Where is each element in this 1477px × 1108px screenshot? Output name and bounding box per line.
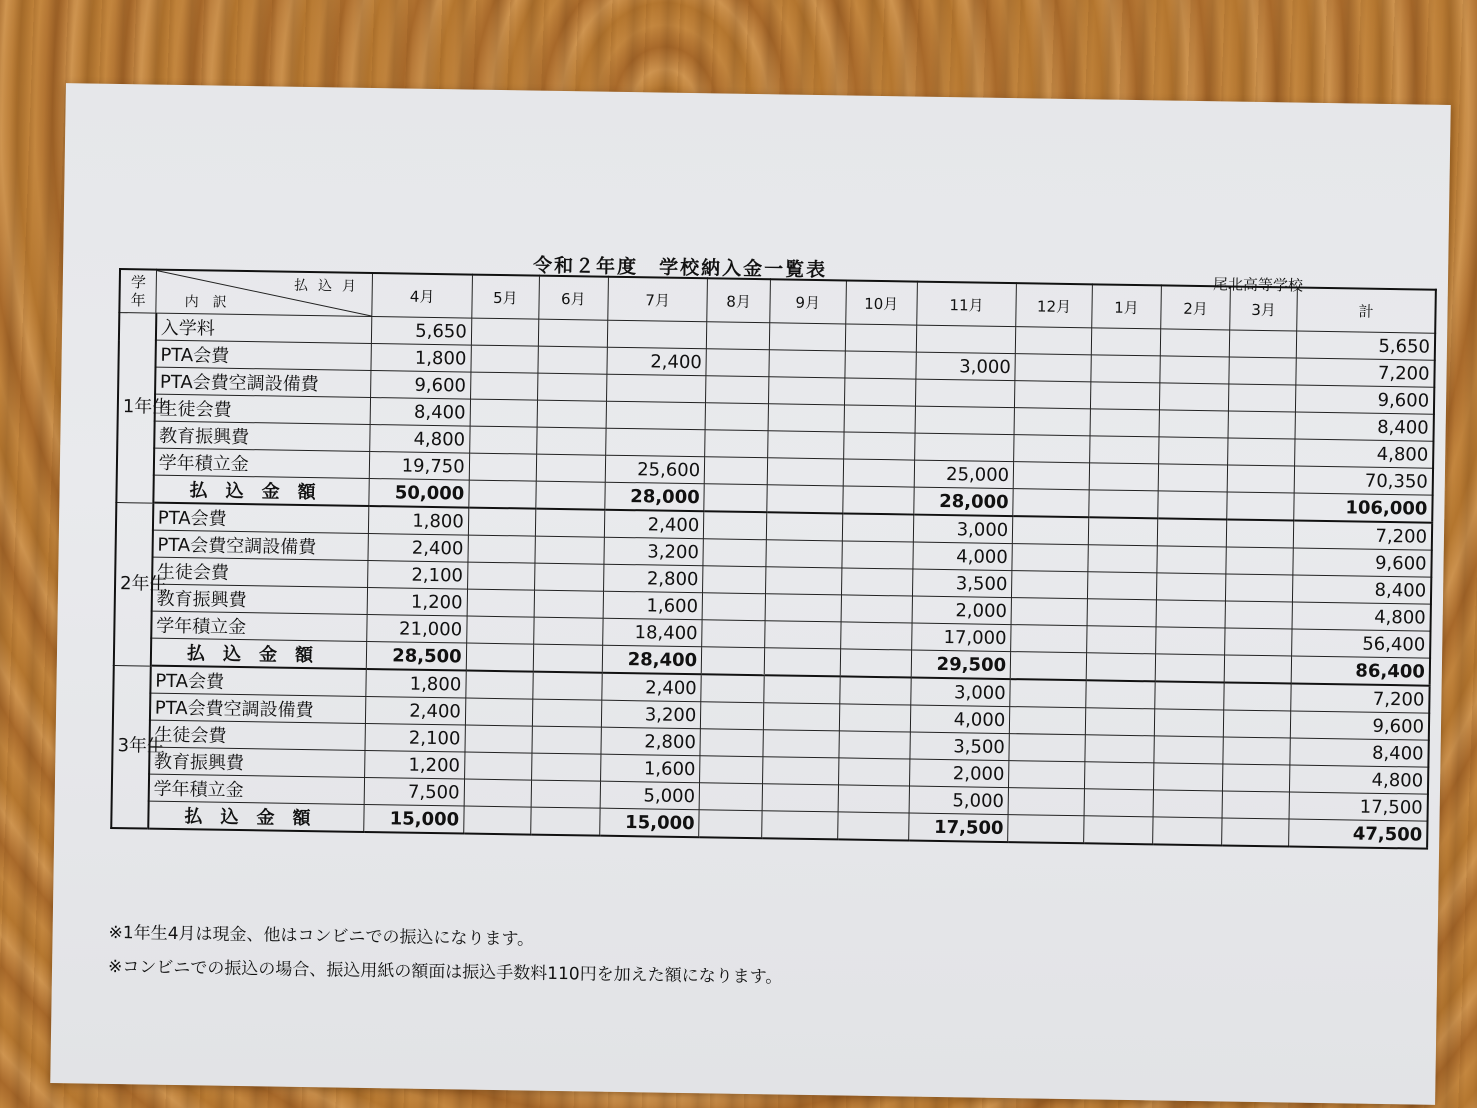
month-header: 10月	[845, 280, 917, 325]
amount-cell	[1159, 410, 1229, 438]
amount-cell: 50,000	[369, 479, 469, 508]
row-total-cell: 17,500	[1289, 792, 1428, 821]
amount-cell	[1090, 409, 1160, 437]
amount-cell: 7,500	[364, 777, 464, 806]
amount-cell	[701, 647, 764, 675]
amount-cell	[1224, 655, 1291, 684]
amount-cell	[704, 457, 767, 485]
amount-cell: 1,200	[365, 750, 465, 779]
amount-cell	[841, 595, 913, 623]
notes	[108, 916, 783, 995]
amount-cell	[1088, 545, 1158, 573]
amount-cell	[1154, 709, 1224, 737]
amount-cell	[1158, 491, 1228, 520]
amount-cell	[606, 374, 706, 403]
amount-cell	[1009, 734, 1085, 762]
amount-cell	[465, 725, 532, 753]
amount-cell	[841, 568, 913, 596]
amount-cell	[1086, 653, 1156, 682]
amount-cell	[1083, 816, 1153, 845]
month-header: 5月	[472, 275, 540, 320]
amount-cell	[536, 427, 606, 455]
month-header: 8月	[707, 278, 770, 322]
amount-cell	[532, 726, 602, 754]
amount-cell	[841, 541, 913, 569]
amount-cell	[1087, 599, 1157, 627]
row-total-cell: 9,600	[1296, 385, 1435, 414]
amount-cell	[768, 431, 844, 459]
amount-cell	[1228, 411, 1295, 439]
amount-cell	[1226, 547, 1293, 575]
amount-cell	[704, 484, 767, 512]
amount-cell	[1160, 356, 1230, 384]
amount-cell	[1223, 764, 1290, 792]
amount-cell	[1158, 464, 1228, 492]
amount-cell	[762, 811, 838, 840]
amount-cell: 25,000	[914, 460, 1014, 489]
amount-cell	[1086, 626, 1156, 654]
amount-cell	[766, 512, 842, 541]
item-label: 教育振興費	[149, 747, 365, 777]
amount-cell	[1153, 817, 1223, 846]
fee-table-body	[111, 313, 1435, 849]
amount-cell	[1156, 573, 1226, 601]
amount-cell	[536, 454, 606, 482]
row-total-cell: 8,400	[1295, 412, 1434, 441]
amount-cell	[1153, 790, 1223, 818]
amount-cell	[764, 675, 840, 704]
amount-cell: 1,200	[367, 587, 467, 616]
row-total-cell: 9,600	[1290, 711, 1429, 740]
subtotal-label: 払込金額	[148, 801, 364, 832]
amount-cell	[839, 676, 911, 705]
amount-cell: 3,000	[913, 515, 1013, 544]
amount-cell: 29,500	[911, 650, 1011, 679]
amount-cell: 2,400	[607, 347, 707, 376]
amount-cell	[1091, 355, 1161, 383]
amount-cell: 25,600	[605, 455, 705, 484]
amount-cell	[1086, 680, 1156, 709]
amount-cell	[1085, 708, 1155, 736]
amount-cell	[1159, 383, 1229, 411]
amount-cell: 4,000	[913, 542, 1013, 571]
row-total-cell: 8,400	[1293, 575, 1432, 604]
item-label: PTA会費	[150, 666, 366, 697]
amount-cell	[470, 372, 537, 400]
amount-cell	[844, 351, 916, 379]
amount-cell: 1,800	[369, 506, 469, 535]
amount-cell	[702, 593, 765, 621]
amount-cell	[467, 589, 534, 617]
amount-cell: 1,600	[603, 591, 703, 620]
amount-cell	[1008, 815, 1084, 844]
amount-cell	[1224, 682, 1291, 711]
amount-cell: 2,400	[366, 696, 466, 725]
amount-cell	[702, 620, 765, 648]
amount-cell: 15,000	[600, 808, 700, 837]
amount-cell	[703, 539, 766, 567]
item-label: 学年積立金	[148, 774, 364, 804]
amount-cell: 4,000	[910, 705, 1010, 734]
amount-cell: 3,000	[911, 678, 1011, 707]
amount-cell: 21,000	[367, 614, 467, 643]
amount-cell	[842, 486, 914, 515]
grade-label: 2年生	[114, 502, 153, 666]
school-name: 尾北高等学校	[1212, 275, 1304, 295]
amount-cell	[765, 567, 841, 595]
row-total-cell: 7,200	[1296, 358, 1435, 387]
amount-cell	[1011, 598, 1087, 626]
amount-cell	[1089, 463, 1159, 491]
amount-cell	[700, 756, 763, 784]
amount-cell: 5,650	[372, 317, 472, 346]
amount-cell	[843, 459, 915, 487]
amount-cell	[914, 433, 1014, 462]
amount-cell: 5,000	[600, 781, 700, 810]
amount-cell	[468, 508, 535, 537]
corner-top-label: 払込月	[293, 277, 367, 295]
amount-cell	[699, 783, 762, 811]
total-header: 計	[1297, 288, 1436, 334]
amount-cell	[838, 758, 910, 786]
grade-header: 学年	[119, 269, 156, 313]
amount-cell	[844, 378, 916, 406]
amount-cell: 2,400	[368, 533, 468, 562]
amount-cell	[1010, 652, 1086, 681]
amount-cell	[1014, 408, 1090, 436]
amount-cell	[768, 377, 844, 405]
month-header: 11月	[917, 282, 1017, 327]
row-total-cell: 8,400	[1290, 738, 1429, 767]
amount-cell	[469, 480, 536, 509]
amount-cell: 3,500	[912, 569, 1012, 598]
month-header: 3月	[1230, 287, 1298, 332]
amount-cell: 28,000	[605, 482, 705, 511]
amount-cell	[706, 376, 769, 404]
amount-cell	[763, 703, 839, 731]
amount-cell	[1227, 465, 1294, 493]
row-total-cell: 56,400	[1292, 629, 1431, 658]
amount-cell	[703, 566, 766, 594]
amount-cell	[606, 401, 706, 430]
amount-cell	[1156, 627, 1226, 655]
amount-cell	[1222, 791, 1289, 819]
amount-cell: 5,000	[909, 786, 1009, 815]
item-label: PTA会費	[155, 340, 371, 370]
item-label: 生徒会費	[149, 720, 365, 750]
amount-cell	[535, 509, 605, 538]
amount-cell: 3,200	[601, 700, 701, 729]
month-header: 12月	[1016, 283, 1092, 328]
amount-cell: 19,750	[370, 452, 470, 481]
amount-cell	[1223, 737, 1290, 765]
item-label: 教育振興費	[151, 584, 367, 614]
amount-cell	[838, 785, 910, 813]
amount-cell	[605, 428, 705, 457]
amount-cell: 2,800	[603, 564, 703, 593]
amount-cell: 28,400	[602, 645, 702, 674]
month-header: 9月	[770, 279, 846, 324]
amount-cell	[1223, 710, 1290, 738]
item-label: 教育振興費	[154, 421, 370, 451]
row-total-cell: 4,800	[1292, 602, 1431, 631]
amount-cell	[1089, 490, 1159, 519]
amount-cell	[1226, 574, 1293, 602]
amount-cell	[1013, 462, 1089, 490]
amount-cell	[469, 426, 536, 454]
grade-label: 3年生	[111, 665, 150, 829]
item-label: PTA会費空調設備費	[150, 693, 366, 723]
row-total-cell: 70,350	[1294, 466, 1433, 495]
amount-cell	[769, 323, 845, 351]
amount-cell	[532, 699, 602, 727]
amount-cell	[915, 379, 1015, 408]
item-label: 生徒会費	[152, 557, 368, 587]
amount-cell	[467, 562, 534, 590]
amount-cell	[765, 621, 841, 649]
amount-cell	[471, 345, 538, 373]
amount-cell: 8,400	[370, 398, 470, 427]
amount-cell	[1229, 330, 1296, 358]
amount-cell: 2,100	[365, 723, 465, 752]
amount-cell: 15,000	[364, 804, 464, 833]
amount-cell	[534, 590, 604, 618]
amount-cell: 28,500	[367, 641, 467, 670]
amount-cell	[466, 643, 533, 672]
item-label: PTA会費空調設備費	[155, 367, 371, 397]
amount-cell	[531, 753, 601, 781]
amount-cell	[915, 406, 1015, 435]
amount-cell: 17,000	[911, 623, 1011, 652]
amount-cell	[1225, 601, 1292, 629]
item-label: 学年積立金	[151, 611, 367, 641]
amount-cell	[1156, 600, 1226, 628]
amount-cell	[464, 752, 531, 780]
amount-cell: 1,800	[371, 344, 471, 373]
subtotal-label: 払込金額	[153, 475, 369, 506]
amount-cell	[845, 324, 917, 352]
amount-cell	[1157, 546, 1227, 574]
grade-label: 1年生	[116, 313, 156, 503]
amount-cell: 1,600	[600, 754, 700, 783]
row-total-cell: 5,650	[1296, 331, 1435, 360]
document-title: 令和２年度 学校納入金一覧表	[532, 254, 828, 282]
month-header: 2月	[1161, 285, 1231, 330]
amount-cell	[1226, 519, 1293, 548]
amount-cell: 2,400	[604, 510, 704, 539]
amount-cell	[916, 325, 1016, 354]
amount-cell	[767, 485, 843, 514]
amount-cell	[768, 404, 844, 432]
row-total-cell: 9,600	[1293, 548, 1432, 577]
grand-total-cell: 47,500	[1289, 819, 1428, 849]
amount-cell	[1015, 354, 1091, 382]
amount-cell	[1225, 628, 1292, 656]
amount-cell	[704, 511, 767, 539]
amount-cell	[840, 622, 912, 650]
amount-cell: 17,500	[908, 813, 1008, 842]
amount-cell	[1229, 384, 1296, 412]
amount-cell	[466, 671, 533, 700]
grand-total-cell: 106,000	[1294, 493, 1433, 523]
amount-cell	[700, 729, 763, 757]
amount-cell	[762, 757, 838, 785]
month-header: 4月	[372, 273, 472, 318]
amount-cell	[468, 535, 535, 563]
amount-cell: 9,600	[371, 371, 471, 400]
amount-cell	[1087, 572, 1157, 600]
amount-cell	[607, 320, 707, 349]
amount-cell	[466, 616, 533, 644]
item-label: 入学料	[156, 313, 372, 343]
amount-cell	[530, 807, 600, 836]
amount-cell	[839, 704, 911, 732]
amount-cell	[538, 319, 608, 347]
amount-cell	[1159, 437, 1229, 465]
amount-cell	[470, 399, 537, 427]
amount-cell	[535, 536, 605, 564]
item-label: PTA会費	[153, 503, 369, 534]
amount-cell: 2,400	[602, 673, 702, 702]
amount-cell	[764, 648, 840, 677]
month-header: 6月	[538, 276, 608, 321]
amount-cell	[1084, 789, 1154, 817]
amount-cell	[533, 672, 603, 701]
amount-cell	[1153, 763, 1223, 791]
amount-cell	[469, 453, 536, 481]
amount-cell	[1085, 735, 1155, 763]
amount-cell	[705, 403, 768, 431]
corner-header	[156, 270, 373, 317]
note-line: ※1年生4月は現金、他はコンビニでの振込になります。	[108, 922, 535, 950]
amount-cell	[1089, 436, 1159, 464]
amount-cell	[1014, 435, 1090, 463]
item-label: 学年積立金	[154, 448, 370, 478]
amount-cell	[1091, 328, 1161, 356]
amount-cell: 3,200	[604, 537, 704, 566]
amount-cell: 28,000	[914, 487, 1014, 516]
amount-cell	[1013, 516, 1089, 545]
note-line: ※コンビニでの振込の場合、振込用紙の額面は振込手数料110円を加えた額になります。	[107, 956, 783, 988]
amount-cell: 3,500	[910, 732, 1010, 761]
amount-cell	[465, 698, 532, 726]
amount-cell	[842, 513, 914, 542]
amount-cell	[471, 318, 538, 346]
amount-cell	[844, 405, 916, 433]
amount-cell	[537, 373, 607, 401]
fee-table	[110, 268, 1437, 850]
amount-cell	[534, 563, 604, 591]
amount-cell	[1160, 329, 1230, 357]
amount-cell	[705, 430, 768, 458]
amount-cell: 2,100	[368, 560, 468, 589]
amount-cell	[1009, 761, 1085, 789]
amount-cell	[1228, 438, 1295, 466]
amount-cell: 2,000	[909, 759, 1009, 788]
amount-cell: 2,000	[912, 596, 1012, 625]
amount-cell: 3,000	[916, 352, 1016, 381]
amount-cell	[1229, 357, 1296, 385]
amount-cell	[843, 432, 915, 460]
row-total-cell: 7,200	[1291, 684, 1430, 714]
amount-cell	[536, 481, 606, 510]
amount-cell	[1011, 625, 1087, 653]
amount-cell	[838, 731, 910, 759]
amount-cell	[766, 540, 842, 568]
amount-cell	[1222, 818, 1289, 847]
amount-cell	[699, 810, 762, 838]
amount-cell	[1010, 679, 1086, 708]
month-header: 1月	[1092, 284, 1162, 329]
item-label: 生徒会費	[154, 394, 370, 424]
amount-cell	[1012, 544, 1088, 572]
amount-cell	[1008, 788, 1084, 816]
paper-document	[50, 83, 1451, 1105]
row-total-cell: 4,800	[1295, 439, 1434, 468]
subtotal-label: 払込金額	[151, 638, 367, 669]
amount-cell	[763, 730, 839, 758]
amount-cell	[464, 779, 531, 807]
amount-cell	[531, 780, 601, 808]
grand-total-cell: 86,400	[1291, 656, 1430, 686]
amount-cell	[707, 322, 770, 350]
amount-cell: 4,800	[370, 425, 470, 454]
amount-cell	[1154, 736, 1224, 764]
amount-cell: 1,800	[366, 669, 466, 698]
month-header: 7月	[608, 277, 708, 322]
amount-cell	[769, 350, 845, 378]
amount-cell	[706, 349, 769, 377]
amount-cell	[767, 458, 843, 486]
amount-cell	[533, 617, 603, 645]
amount-cell	[1010, 707, 1086, 735]
amount-cell	[1088, 517, 1158, 546]
amount-cell	[1090, 382, 1160, 410]
corner-bottom-label: 内訳	[184, 294, 241, 311]
amount-cell	[1155, 681, 1225, 710]
amount-cell	[765, 594, 841, 622]
row-total-cell: 7,200	[1293, 521, 1432, 551]
amount-cell	[1155, 654, 1225, 683]
row-total-cell: 4,800	[1290, 765, 1429, 794]
amount-cell	[701, 702, 764, 730]
amount-cell	[1012, 571, 1088, 599]
amount-cell	[1013, 489, 1089, 518]
amount-cell	[1157, 518, 1227, 547]
amount-cell: 18,400	[603, 618, 703, 647]
amount-cell	[533, 644, 603, 673]
amount-cell	[840, 649, 912, 678]
amount-cell	[701, 674, 764, 702]
amount-cell	[1015, 381, 1091, 409]
amount-cell	[463, 806, 530, 835]
amount-cell: 2,800	[601, 727, 701, 756]
amount-cell	[1015, 327, 1091, 355]
item-label: PTA会費空調設備費	[152, 530, 368, 560]
amount-cell	[837, 812, 909, 841]
amount-cell	[1227, 492, 1294, 521]
amount-cell	[762, 784, 838, 812]
amount-cell	[1084, 762, 1154, 790]
amount-cell	[538, 346, 608, 374]
amount-cell	[537, 400, 607, 428]
